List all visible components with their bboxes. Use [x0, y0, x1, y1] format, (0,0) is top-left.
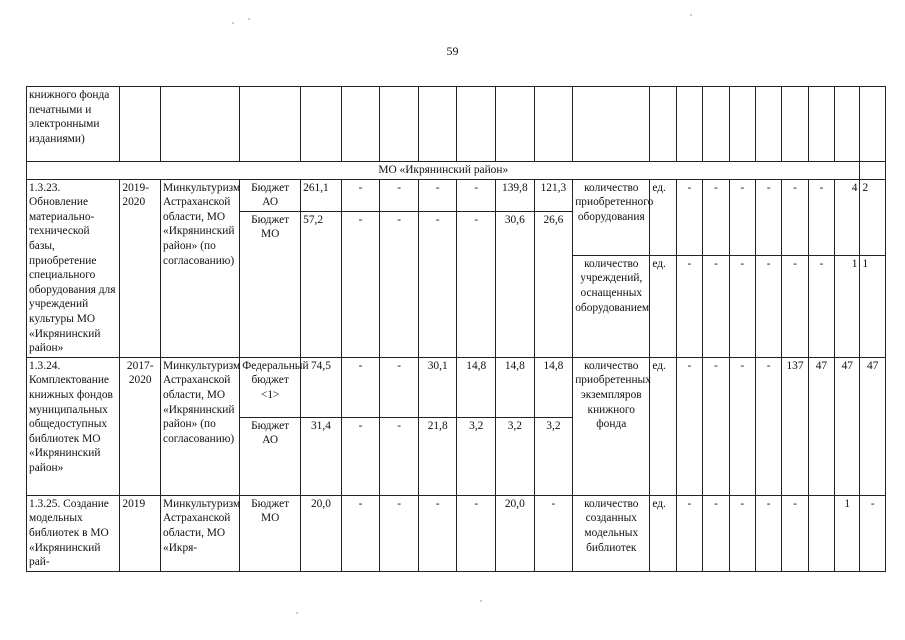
- table-row: [27, 179, 886, 211]
- year-value: -: [341, 357, 380, 417]
- indicator-value: -: [676, 255, 702, 357]
- measure-executor: Минкультуризм Астраханской области, МО «Икрянинский район» (по согласованию): [161, 179, 240, 357]
- funding-source: Бюджет МО: [240, 211, 301, 357]
- indicator-unit: ед.: [650, 179, 676, 255]
- funding-total: 261,1: [301, 179, 342, 211]
- year-value: -: [534, 495, 573, 571]
- year-value: -: [341, 211, 380, 357]
- year-value: -: [341, 495, 380, 571]
- measure-name: 1.3.23. Обновление материально-технической базы, приобретение специального оборудования для учреждений культуры МО «Икрянинский район»: [27, 179, 120, 357]
- indicator-value: -: [755, 255, 781, 357]
- indicator-value: 47: [835, 357, 860, 495]
- year-value: -: [380, 495, 419, 571]
- program-table: [26, 86, 886, 572]
- indicator-value: -: [729, 179, 755, 255]
- indicator-value: -: [782, 255, 808, 357]
- year-value: -: [457, 211, 496, 357]
- continuation-text: книжного фонда печатными и электронными изданиями): [27, 87, 120, 162]
- indicator-value: -: [808, 255, 834, 357]
- indicator-value: 4: [835, 179, 860, 255]
- indicator-value: 47: [860, 357, 886, 495]
- year-value: -: [418, 211, 457, 357]
- measure-years: 2019-2020: [120, 179, 161, 357]
- indicator-value: 1: [835, 495, 860, 571]
- indicator-value: -: [755, 357, 781, 495]
- funding-total: 31,4: [301, 417, 342, 495]
- indicator-value: -: [729, 255, 755, 357]
- indicator-unit: ед.: [650, 357, 676, 495]
- year-value: 3,2: [496, 417, 535, 495]
- year-value: -: [341, 417, 380, 495]
- section-header-row: [27, 162, 886, 180]
- funding-source: Федеральный бюджет <1>: [240, 357, 301, 417]
- scan-speck: [296, 612, 298, 614]
- year-value: -: [380, 357, 419, 417]
- year-value: 26,6: [534, 211, 573, 357]
- measure-years: 2019: [120, 495, 161, 571]
- table-row: [27, 495, 886, 571]
- indicator-value: -: [676, 179, 702, 255]
- indicator-value: -: [782, 495, 808, 571]
- indicator-value: [808, 495, 834, 571]
- indicator-value: 2: [860, 179, 886, 255]
- indicator-name: количество приобретенного оборудования: [573, 179, 650, 255]
- indicator-unit: ед.: [650, 495, 676, 571]
- year-value: 3,2: [534, 417, 573, 495]
- indicator-value: -: [676, 357, 702, 495]
- section-header: МО «Икрянинский район»: [27, 162, 860, 180]
- year-value: 121,3: [534, 179, 573, 211]
- scan-speck: [248, 18, 250, 20]
- indicator-value: -: [703, 357, 729, 495]
- year-value: -: [418, 495, 457, 571]
- indicator-value: -: [729, 495, 755, 571]
- indicator-value: -: [703, 179, 729, 255]
- year-value: 14,8: [496, 357, 535, 417]
- indicator-value: -: [703, 495, 729, 571]
- year-value: 14,8: [457, 357, 496, 417]
- indicator-name: количество учреждений, оснащенных оборудованием: [573, 255, 650, 357]
- year-value: -: [380, 417, 419, 495]
- year-value: -: [457, 179, 496, 211]
- year-value: 30,6: [496, 211, 535, 357]
- funding-total: 74,5: [301, 357, 342, 417]
- indicator-value: -: [808, 179, 834, 255]
- year-value: 30,1: [418, 357, 457, 417]
- indicator-name: количество приобретенных экземпляров книжного фонда: [573, 357, 650, 495]
- funding-source: Бюджет АО: [240, 417, 301, 495]
- scan-speck: [232, 22, 234, 24]
- funding-total: 20,0: [301, 495, 342, 571]
- year-value: 20,0: [496, 495, 535, 571]
- measure-executor: Минкультуризм Астраханской области, МО «Икрянинский район» (по согласованию): [161, 357, 240, 495]
- indicator-value: -: [729, 357, 755, 495]
- funding-total: 57,2: [301, 211, 342, 357]
- measure-years: 2017-2020: [120, 357, 161, 495]
- indicator-value: 1: [835, 255, 860, 357]
- indicator-value: -: [755, 179, 781, 255]
- measure-executor: Минкультуризм Астраханской области, МО «Икря-: [161, 495, 240, 571]
- indicator-value: -: [755, 495, 781, 571]
- year-value: 21,8: [418, 417, 457, 495]
- indicator-value: -: [860, 495, 886, 571]
- year-value: -: [380, 179, 419, 211]
- indicator-name: количество созданных модельных библиотек: [573, 495, 650, 571]
- year-value: -: [341, 179, 380, 211]
- measure-name: 1.3.25. Создание модельных библиотек в МО «Икрянинский рай-: [27, 495, 120, 571]
- measure-name: 1.3.24. Комплектование книжных фондов муниципальных общедоступных библиотек МО «Икрянинский район»: [27, 357, 120, 495]
- indicator-unit: ед.: [650, 255, 676, 357]
- table-row: [27, 357, 886, 417]
- indicator-value: 1: [860, 255, 886, 357]
- indicator-value: -: [782, 179, 808, 255]
- year-value: -: [380, 211, 419, 357]
- page-number: 59: [446, 44, 459, 58]
- continuation-row: [27, 87, 886, 162]
- scan-speck: [690, 14, 692, 16]
- indicator-value: 47: [808, 357, 834, 495]
- year-value: 139,8: [496, 179, 535, 211]
- year-value: 14,8: [534, 357, 573, 417]
- funding-source: Бюджет МО: [240, 495, 301, 571]
- scan-speck: [480, 600, 482, 602]
- indicator-value: -: [703, 255, 729, 357]
- funding-source: Бюджет АО: [240, 179, 301, 211]
- year-value: 3,2: [457, 417, 496, 495]
- year-value: -: [418, 179, 457, 211]
- indicator-value: 137: [782, 357, 808, 495]
- year-value: -: [457, 495, 496, 571]
- indicator-value: -: [676, 495, 702, 571]
